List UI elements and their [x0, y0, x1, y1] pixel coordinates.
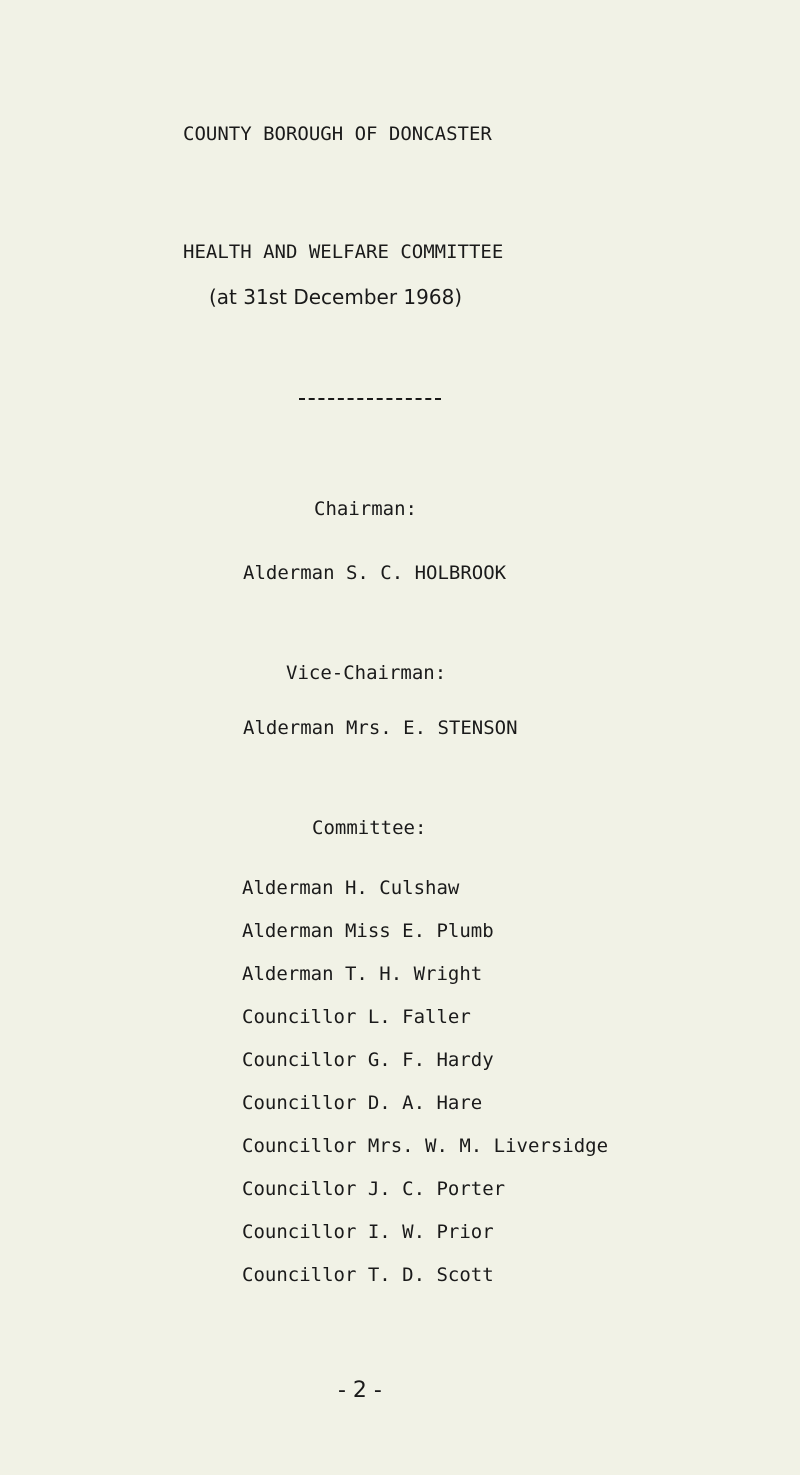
- committee-title: HEALTH AND WELFARE COMMITTEE: [183, 241, 504, 263]
- committee-member-list: [242, 876, 608, 1306]
- vice-chairman-name: Alderman Mrs. E. STENSON: [243, 717, 518, 739]
- vice-chairman-label: Vice-Chairman:: [286, 662, 447, 684]
- page-number: - 2 -: [338, 1378, 382, 1403]
- list-item: Councillor G. F. Hardy: [242, 1049, 494, 1071]
- committee-label: Committee:: [312, 817, 427, 839]
- list-item: Alderman T. H. Wright: [242, 963, 483, 985]
- divider-line: [299, 398, 441, 400]
- date-note: (at 31st December 1968): [209, 285, 463, 309]
- list-item: Councillor T. D. Scott: [242, 1264, 494, 1286]
- list-item: Alderman H. Culshaw: [242, 877, 460, 899]
- chairman-label: Chairman:: [314, 498, 417, 520]
- list-item: Councillor L. Faller: [242, 1006, 471, 1028]
- list-item: Councillor D. A. Hare: [242, 1092, 483, 1114]
- chairman-name: Alderman S. C. HOLBROOK: [243, 562, 507, 584]
- list-item: Councillor I. W. Prior: [242, 1221, 494, 1243]
- list-item: Councillor Mrs. W. M. Liversidge: [242, 1135, 609, 1157]
- list-item: Councillor J. C. Porter: [242, 1178, 506, 1200]
- list-item: Alderman Miss E. Plumb: [242, 920, 494, 942]
- authority-title: COUNTY BOROUGH OF DONCASTER: [183, 123, 492, 145]
